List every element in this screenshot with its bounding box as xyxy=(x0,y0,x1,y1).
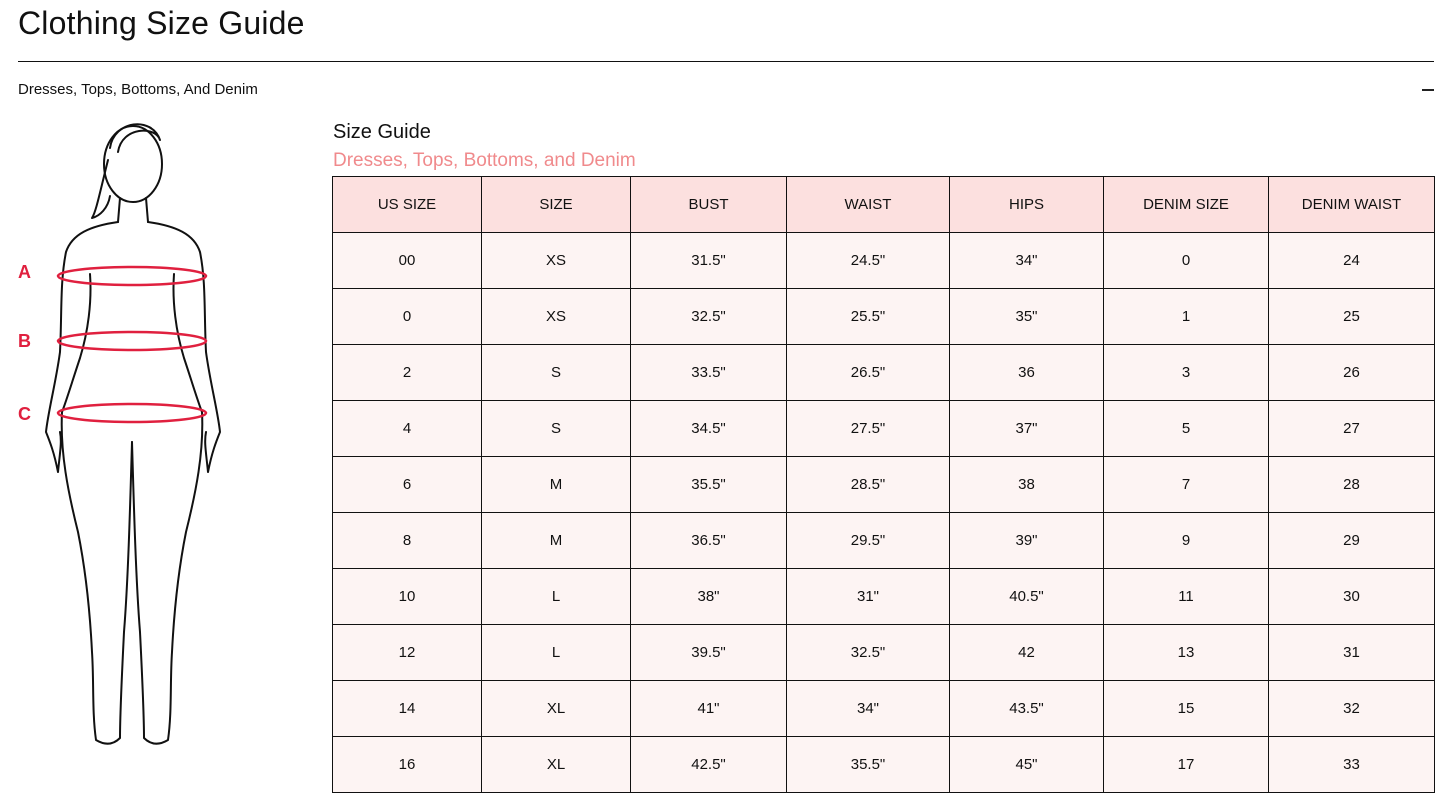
header-denim-waist: DENIM WAIST xyxy=(1269,177,1435,233)
cell-size: M xyxy=(482,457,631,513)
cell-bust: 42.5" xyxy=(631,737,787,793)
cell-size: S xyxy=(482,401,631,457)
cell-us-size: 4 xyxy=(333,401,482,457)
cell-denim-size: 0 xyxy=(1104,233,1269,289)
cell-size: L xyxy=(482,569,631,625)
cell-waist: 24.5" xyxy=(787,233,950,289)
table-row xyxy=(333,569,1435,625)
label-c: C xyxy=(18,404,31,424)
cell-denim-size: 17 xyxy=(1104,737,1269,793)
cell-us-size: 2 xyxy=(333,345,482,401)
cell-denim-waist: 25 xyxy=(1269,289,1435,345)
table-row xyxy=(333,401,1435,457)
neck-right xyxy=(146,198,148,222)
minus-bar xyxy=(1422,89,1434,91)
guide-heading: Size Guide xyxy=(333,121,431,143)
cell-denim-size: 7 xyxy=(1104,457,1269,513)
cell-size: XS xyxy=(482,289,631,345)
cell-us-size: 16 xyxy=(333,737,482,793)
cell-denim-size: 11 xyxy=(1104,569,1269,625)
accordion-header-dresses[interactable] xyxy=(18,76,1434,104)
table-row xyxy=(333,345,1435,401)
table-row xyxy=(333,625,1435,681)
cell-size: XL xyxy=(482,737,631,793)
label-b: B xyxy=(18,331,31,351)
label-a: A xyxy=(18,262,31,282)
cell-size: L xyxy=(482,625,631,681)
hair-outline xyxy=(110,124,160,152)
body-outline-illustration xyxy=(10,112,240,752)
cell-denim-waist: 24 xyxy=(1269,233,1435,289)
hips-measure-ring xyxy=(58,404,206,422)
cell-hips: 35" xyxy=(950,289,1104,345)
neck-left xyxy=(118,198,120,222)
cell-size: M xyxy=(482,513,631,569)
page-title: Clothing Size Guide xyxy=(18,5,305,41)
cell-us-size: 12 xyxy=(333,625,482,681)
table-row xyxy=(333,289,1435,345)
cell-hips: 45" xyxy=(950,737,1104,793)
cell-waist: 35.5" xyxy=(787,737,950,793)
cell-waist: 34" xyxy=(787,681,950,737)
torso-right xyxy=(173,274,202,412)
cell-hips: 36 xyxy=(950,345,1104,401)
cell-us-size: 8 xyxy=(333,513,482,569)
body-measurement-figure xyxy=(10,112,240,752)
title-divider xyxy=(18,61,1434,62)
cell-hips: 34" xyxy=(950,233,1104,289)
cell-size: XL xyxy=(482,681,631,737)
cell-waist: 27.5" xyxy=(787,401,950,457)
cell-waist: 28.5" xyxy=(787,457,950,513)
table-row xyxy=(333,737,1435,793)
cell-us-size: 6 xyxy=(333,457,482,513)
cell-size: S xyxy=(482,345,631,401)
cell-denim-waist: 30 xyxy=(1269,569,1435,625)
cell-hips: 37" xyxy=(950,401,1104,457)
bust-measure-ring xyxy=(58,267,206,285)
accordion-title: Dresses, Tops, Bottoms, And Denim xyxy=(18,81,258,98)
header-waist: WAIST xyxy=(787,177,950,233)
cell-bust: 39.5" xyxy=(631,625,787,681)
cell-denim-waist: 26 xyxy=(1269,345,1435,401)
cell-hips: 43.5" xyxy=(950,681,1104,737)
cell-hips: 42 xyxy=(950,625,1104,681)
cell-bust: 31.5" xyxy=(631,233,787,289)
cell-hips: 38 xyxy=(950,457,1104,513)
cell-bust: 35.5" xyxy=(631,457,787,513)
header-bust: BUST xyxy=(631,177,787,233)
cell-waist: 26.5" xyxy=(787,345,950,401)
cell-denim-waist: 33 xyxy=(1269,737,1435,793)
cell-denim-size: 15 xyxy=(1104,681,1269,737)
right-leg-outline xyxy=(132,412,202,744)
cell-hips: 39" xyxy=(950,513,1104,569)
cell-denim-size: 3 xyxy=(1104,345,1269,401)
cell-waist: 25.5" xyxy=(787,289,950,345)
torso-left xyxy=(62,274,91,412)
cell-denim-waist: 28 xyxy=(1269,457,1435,513)
waist-measure-ring xyxy=(58,332,206,350)
cell-denim-waist: 29 xyxy=(1269,513,1435,569)
cell-waist: 31" xyxy=(787,569,950,625)
table-header-row xyxy=(333,177,1435,233)
cell-bust: 33.5" xyxy=(631,345,787,401)
cell-denim-size: 13 xyxy=(1104,625,1269,681)
header-hips: HIPS xyxy=(950,177,1104,233)
cell-bust: 36.5" xyxy=(631,513,787,569)
cell-us-size: 10 xyxy=(333,569,482,625)
cell-denim-waist: 32 xyxy=(1269,681,1435,737)
cell-us-size: 14 xyxy=(333,681,482,737)
cell-us-size: 0 xyxy=(333,289,482,345)
header-us-size: US SIZE xyxy=(333,177,482,233)
cell-denim-waist: 31 xyxy=(1269,625,1435,681)
table-row xyxy=(333,457,1435,513)
cell-denim-size: 1 xyxy=(1104,289,1269,345)
table-row xyxy=(333,233,1435,289)
cell-waist: 29.5" xyxy=(787,513,950,569)
header-size: SIZE xyxy=(482,177,631,233)
cell-size: XS xyxy=(482,233,631,289)
cell-bust: 38" xyxy=(631,569,787,625)
cell-us-size: 00 xyxy=(333,233,482,289)
left-leg-outline xyxy=(62,412,132,744)
cell-denim-size: 5 xyxy=(1104,401,1269,457)
table-row xyxy=(333,681,1435,737)
guide-subheading: Dresses, Tops, Bottoms, and Denim xyxy=(333,150,636,171)
size-table xyxy=(332,176,1435,793)
ponytail-outline xyxy=(92,160,110,218)
collapse-minus-icon[interactable] xyxy=(1418,76,1434,104)
cell-bust: 32.5" xyxy=(631,289,787,345)
cell-denim-size: 9 xyxy=(1104,513,1269,569)
table-row xyxy=(333,513,1435,569)
cell-hips: 40.5" xyxy=(950,569,1104,625)
cell-bust: 34.5" xyxy=(631,401,787,457)
cell-waist: 32.5" xyxy=(787,625,950,681)
cell-denim-waist: 27 xyxy=(1269,401,1435,457)
header-denim-size: DENIM SIZE xyxy=(1104,177,1269,233)
cell-bust: 41" xyxy=(631,681,787,737)
